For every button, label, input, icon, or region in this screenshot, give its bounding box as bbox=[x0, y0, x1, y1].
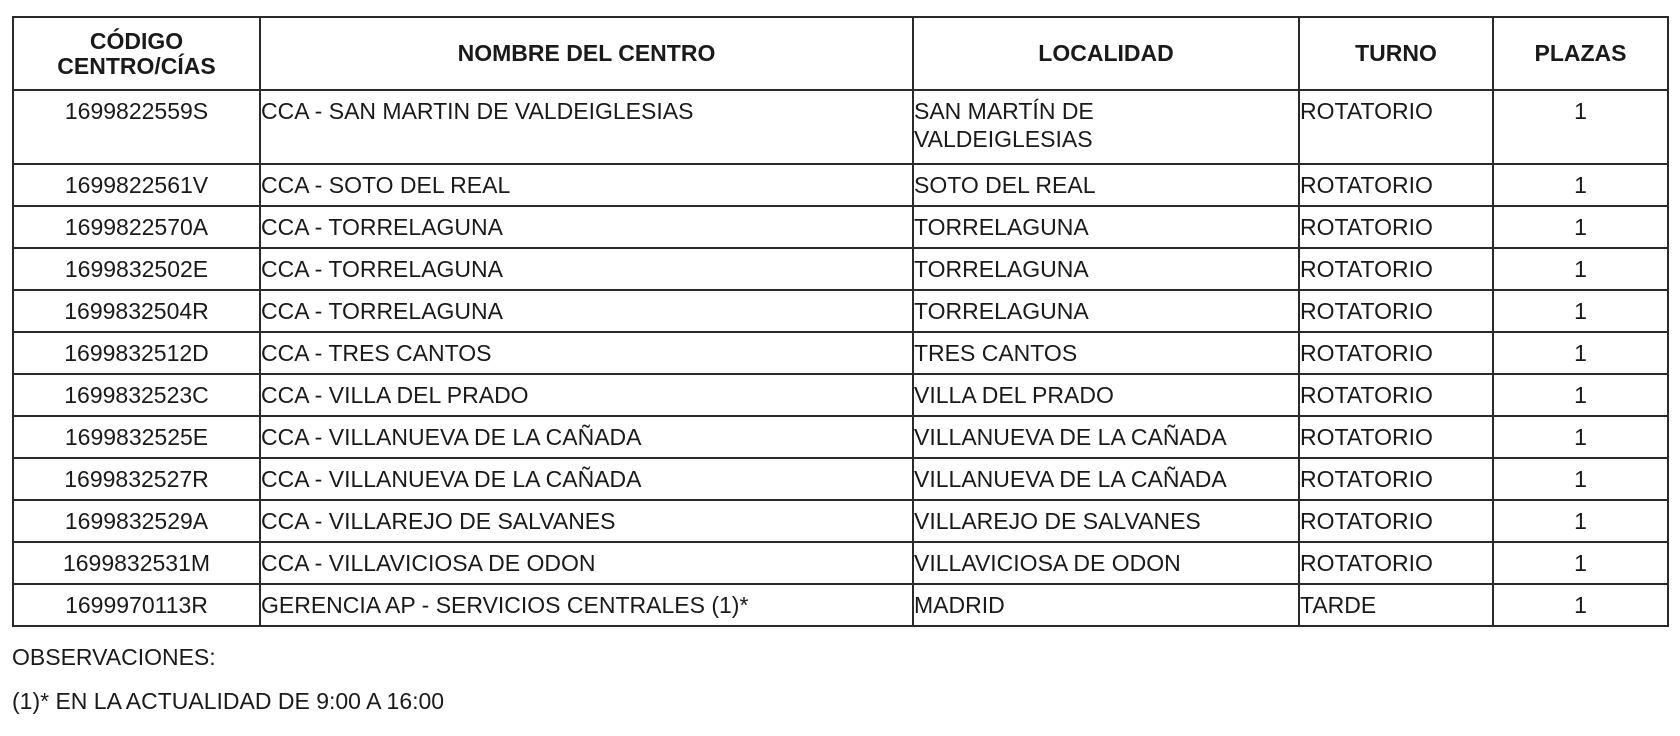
cell-places: 1 bbox=[1493, 542, 1668, 584]
cell-name: CCA - TORRELAGUNA bbox=[260, 206, 913, 248]
cell-shift: ROTATORIO bbox=[1299, 206, 1493, 248]
cell-shift: ROTATORIO bbox=[1299, 90, 1493, 164]
header-code-line1: CÓDIGO bbox=[89, 27, 184, 54]
cell-shift: ROTATORIO bbox=[1299, 290, 1493, 332]
cell-name: CCA - TORRELAGUNA bbox=[260, 248, 913, 290]
cell-locality: SOTO DEL REAL bbox=[913, 164, 1299, 206]
cell-locality: VILLAVICIOSA DE ODON bbox=[913, 542, 1299, 584]
table-row bbox=[13, 374, 1668, 416]
cell-shift: ROTATORIO bbox=[1299, 248, 1493, 290]
cell-code: 1699832527R bbox=[13, 458, 260, 500]
cell-name: GERENCIA AP - SERVICIOS CENTRALES (1)* bbox=[260, 584, 913, 626]
header-locality: LOCALIDAD bbox=[913, 17, 1299, 90]
cell-locality: TORRELAGUNA bbox=[913, 206, 1299, 248]
observation-note: (1)* EN LA ACTUALIDAD DE 9:00 A 16:00 bbox=[12, 688, 445, 714]
cell-locality: TORRELAGUNA bbox=[913, 290, 1299, 332]
header-places: PLAZAS bbox=[1493, 17, 1668, 90]
cell-code: 1699832502E bbox=[13, 248, 260, 290]
table-row bbox=[13, 164, 1668, 206]
cell-code: 1699822570A bbox=[13, 206, 260, 248]
cell-code: 1699832504R bbox=[13, 290, 260, 332]
cell-shift: ROTATORIO bbox=[1299, 332, 1493, 374]
header-shift: TURNO bbox=[1299, 17, 1493, 90]
cell-shift: ROTATORIO bbox=[1299, 458, 1493, 500]
document-page bbox=[12, 16, 1667, 715]
cell-name: CCA - VILLAVICIOSA DE ODON bbox=[260, 542, 913, 584]
cell-places: 1 bbox=[1493, 374, 1668, 416]
cell-name: CCA - TORRELAGUNA bbox=[260, 290, 913, 332]
table-row bbox=[13, 458, 1668, 500]
cell-locality: TRES CANTOS bbox=[913, 332, 1299, 374]
cell-locality: VILLA DEL PRADO bbox=[913, 374, 1299, 416]
cell-name: CCA - VILLANUEVA DE LA CAÑADA bbox=[260, 416, 913, 458]
cell-code: 1699832529A bbox=[13, 500, 260, 542]
observations-section bbox=[12, 643, 1667, 715]
cell-places: 1 bbox=[1493, 500, 1668, 542]
cell-places: 1 bbox=[1493, 90, 1668, 164]
cell-shift: ROTATORIO bbox=[1299, 374, 1493, 416]
centers-table bbox=[12, 16, 1669, 627]
cell-name: CCA - VILLANUEVA DE LA CAÑADA bbox=[260, 458, 913, 500]
cell-places: 1 bbox=[1493, 248, 1668, 290]
cell-shift: ROTATORIO bbox=[1299, 416, 1493, 458]
cell-places: 1 bbox=[1493, 458, 1668, 500]
cell-name: CCA - SAN MARTIN DE VALDEIGLESIAS bbox=[260, 90, 913, 164]
cell-locality: SAN MARTÍN DE VALDEIGLESIAS bbox=[913, 90, 1299, 164]
cell-name: CCA - VILLA DEL PRADO bbox=[260, 374, 913, 416]
cell-places: 1 bbox=[1493, 416, 1668, 458]
table-row bbox=[13, 206, 1668, 248]
header-code bbox=[13, 17, 260, 90]
table-row bbox=[13, 500, 1668, 542]
cell-code: 1699832512D bbox=[13, 332, 260, 374]
cell-locality: VILLANUEVA DE LA CAÑADA bbox=[913, 416, 1299, 458]
cell-shift: TARDE bbox=[1299, 584, 1493, 626]
table-row bbox=[13, 416, 1668, 458]
cell-shift: ROTATORIO bbox=[1299, 542, 1493, 584]
header-name: NOMBRE DEL CENTRO bbox=[260, 17, 913, 90]
cell-places: 1 bbox=[1493, 332, 1668, 374]
table-row bbox=[13, 248, 1668, 290]
header-code-line2: CENTRO/CÍAS bbox=[57, 52, 216, 79]
cell-locality: MADRID bbox=[913, 584, 1299, 626]
cell-places: 1 bbox=[1493, 584, 1668, 626]
table-row bbox=[13, 584, 1668, 626]
cell-locality: TORRELAGUNA bbox=[913, 248, 1299, 290]
cell-shift: ROTATORIO bbox=[1299, 164, 1493, 206]
observations-label: OBSERVACIONES: bbox=[12, 644, 216, 670]
table-row bbox=[13, 90, 1668, 164]
table-header-row bbox=[13, 17, 1668, 90]
table-row bbox=[13, 290, 1668, 332]
cell-code: 1699822561V bbox=[13, 164, 260, 206]
table-row bbox=[13, 332, 1668, 374]
cell-name: CCA - TRES CANTOS bbox=[260, 332, 913, 374]
cell-name: CCA - SOTO DEL REAL bbox=[260, 164, 913, 206]
cell-places: 1 bbox=[1493, 164, 1668, 206]
table-row bbox=[13, 542, 1668, 584]
cell-places: 1 bbox=[1493, 290, 1668, 332]
cell-code: 1699832525E bbox=[13, 416, 260, 458]
cell-locality: VILLANUEVA DE LA CAÑADA bbox=[913, 458, 1299, 500]
cell-locality: VILLAREJO DE SALVANES bbox=[913, 500, 1299, 542]
cell-places: 1 bbox=[1493, 206, 1668, 248]
cell-code: 1699832531M bbox=[13, 542, 260, 584]
cell-code: 1699822559S bbox=[13, 90, 260, 164]
cell-shift: ROTATORIO bbox=[1299, 500, 1493, 542]
cell-name: CCA - VILLAREJO DE SALVANES bbox=[260, 500, 913, 542]
cell-code: 1699970113R bbox=[13, 584, 260, 626]
cell-code: 1699832523C bbox=[13, 374, 260, 416]
